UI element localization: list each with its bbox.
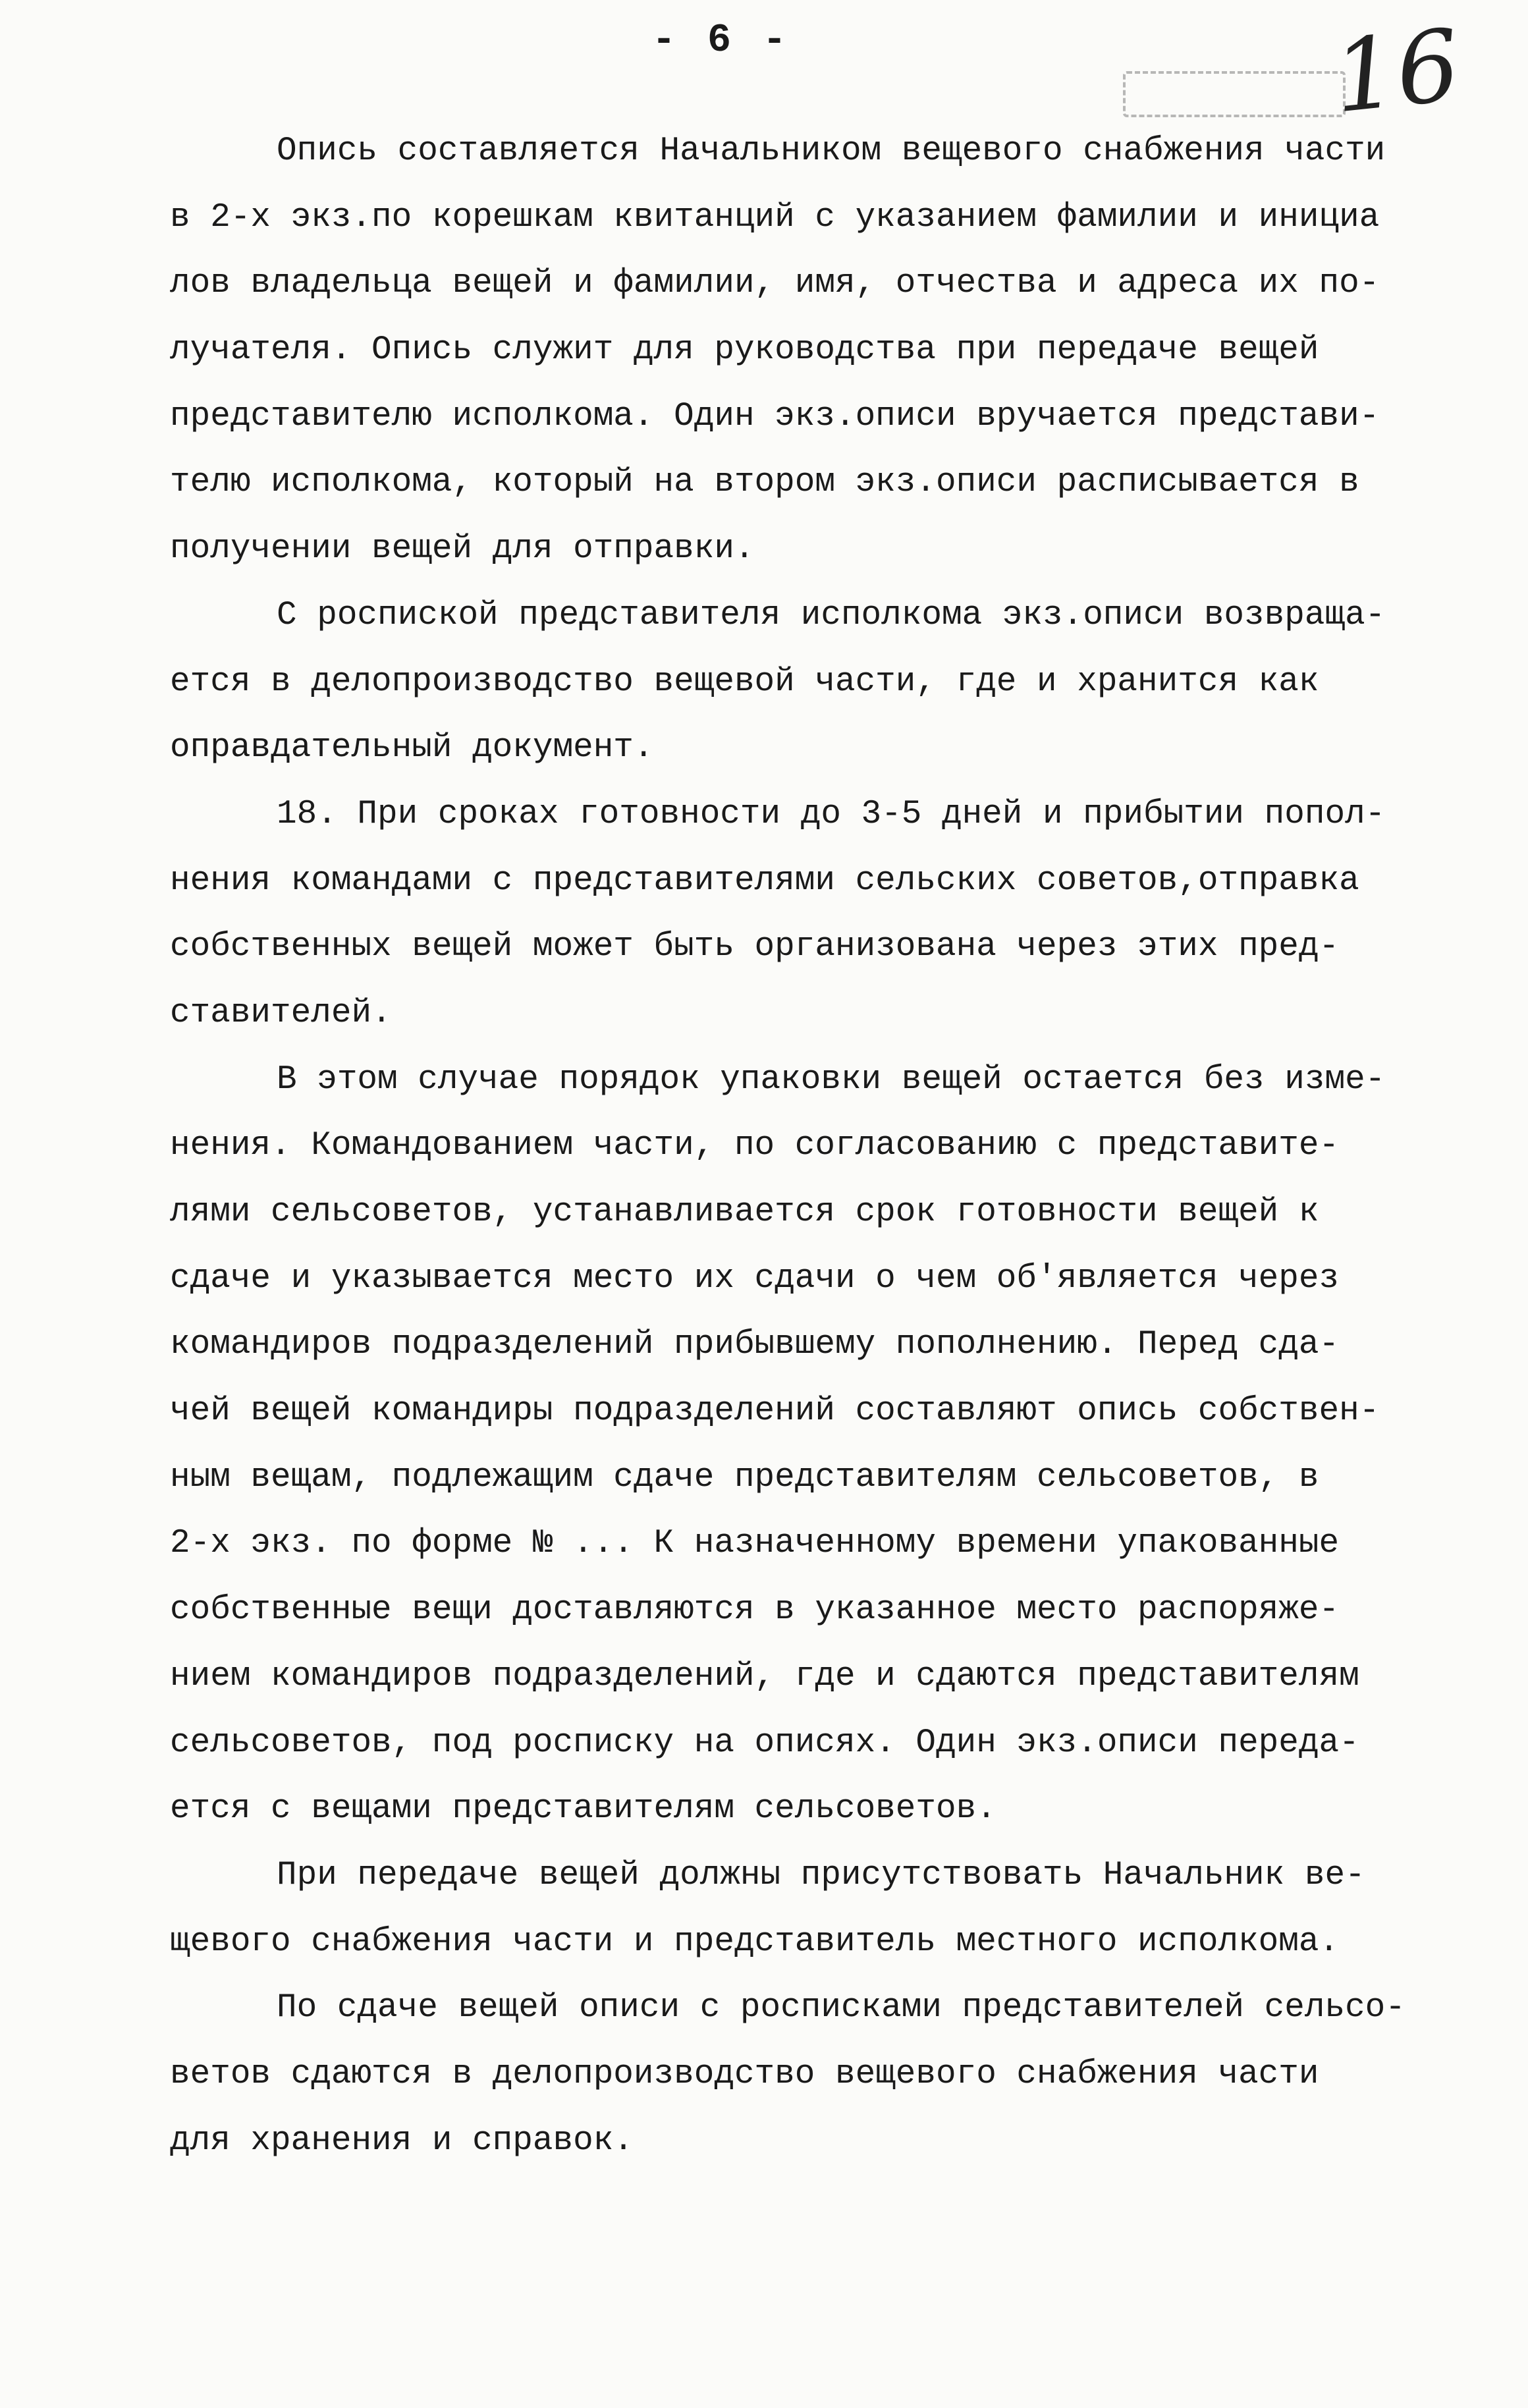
text-line: собственные вещи доставляются в указанное место распоряже- [170,1591,1340,1629]
text-line: ветов сдаются в делопроизводство вещевого снабжения части [170,2055,1319,2093]
text-line: С роспиской представителя исполкома экз.описи возвраща- [277,596,1386,634]
text-line: лучателя. Опись служит для руководства при передаче вещей [170,331,1319,369]
text-line: нения. Командованием части, по согласованию с представите- [170,1127,1340,1165]
text-line: телю исполкома, который на втором экз.описи расписывается в [170,464,1359,502]
archive-stamp [1123,71,1346,117]
text-line: командиров подразделений прибывшему пополнению. Перед сда- [170,1326,1340,1364]
text-line: получении вещей для отправки. [170,530,755,568]
text-line: нения командами с представителями сельских советов,отправка [170,862,1359,900]
text-line: нием командиров подразделений, где и сдаются представителям [170,1657,1359,1695]
text-line: 18. При сроках готовности до 3-5 дней и прибытии попол- [277,795,1386,833]
text-line: лов владельца вещей и фамилии, имя, отчества и адреса их по- [170,265,1380,303]
text-line: для хранения и справок. [170,2121,634,2160]
text-line: По сдаче вещей описи с росписками представителей сельсо- [277,1989,1405,2027]
page-number: - 6 - [652,18,791,63]
text-line: оправдательный документ. [170,729,654,767]
text-line: ным вещам, подлежащим сдаче представителям сельсоветов, в [170,1458,1319,1496]
folio-number: 16 [1328,8,1465,136]
text-line: ется с вещами представителям сельсоветов. [170,1790,996,1828]
text-line: сдаче и указывается место их сдачи о чем об'является через [170,1259,1340,1298]
text-line: щевого снабжения части и представитель местного исполкома. [170,1923,1340,1961]
text-line: ставителей. [170,994,392,1032]
text-line: чей вещей командиры подразделений составляют опись собствен- [170,1392,1380,1431]
body-text [170,119,1481,2174]
text-line: В этом случае порядок упаковки вещей остается без изме- [277,1060,1386,1099]
text-line: собственных вещей может быть организована через этих пред- [170,928,1340,966]
text-line: ется в делопроизводство вещевой части, где и хранится как [170,663,1319,701]
text-line: представителю исполкома. Один экз.описи вручается представи- [170,397,1380,435]
text-line: При передаче вещей должны присутствовать Начальник ве- [277,1856,1365,1894]
text-line: сельсоветов, под росписку на описях. Один экз.описи переда- [170,1724,1359,1762]
text-line: 2-х экз. по форме № ... К назначенному времени упакованные [170,1525,1340,1563]
text-line: лями сельсоветов, устанавливается срок готовности вещей к [170,1193,1319,1231]
text-line: в 2-х экз.по корешкам квитанций с указанием фамилии и инициа [170,198,1380,236]
text-line: Опись составляется Начальником вещевого снабжения части [277,132,1386,170]
